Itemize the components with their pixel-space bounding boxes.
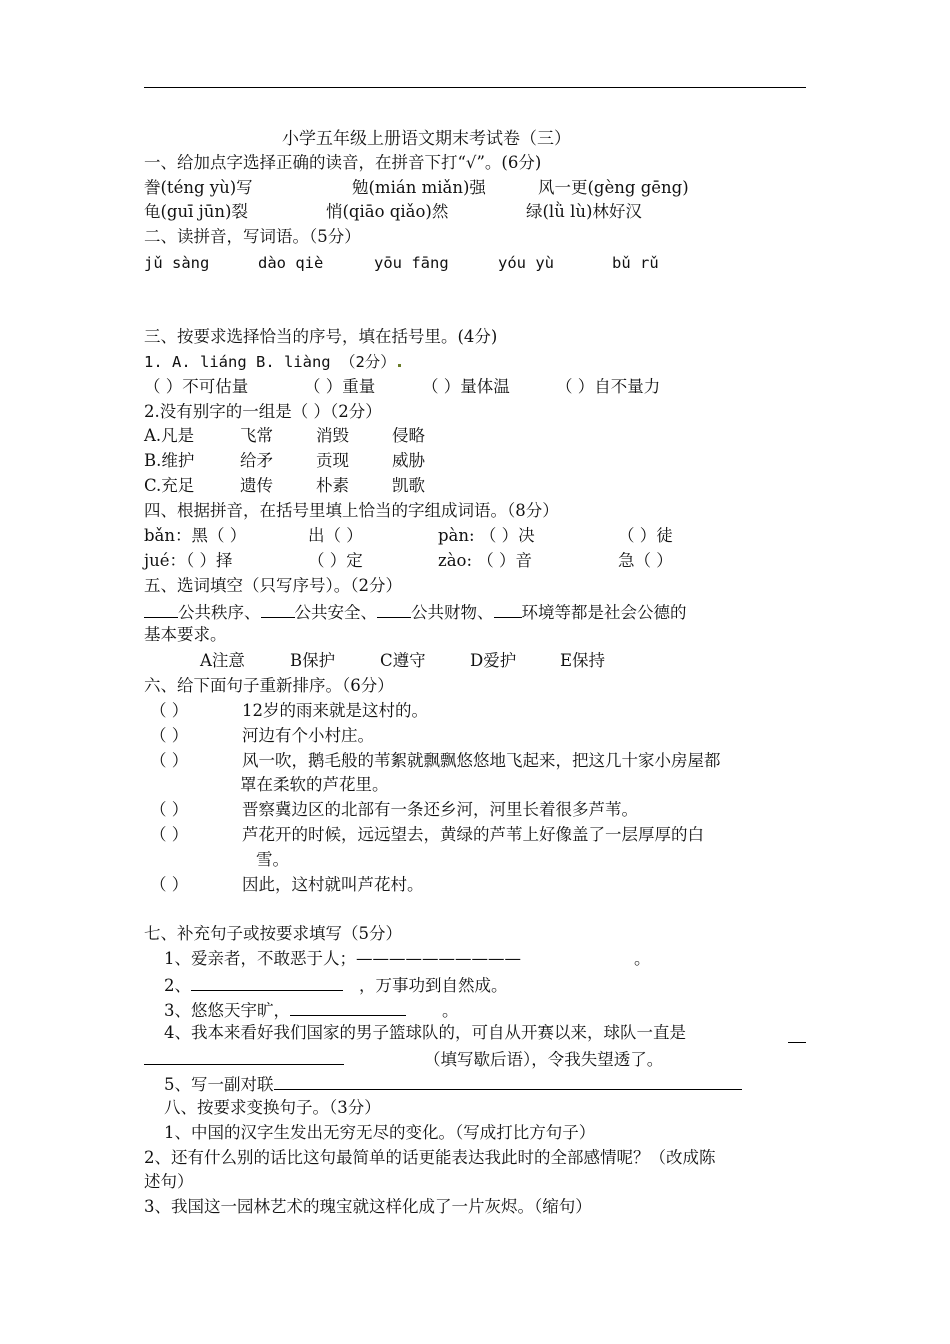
section-5-heading: 五、选词填空（只写序号）。（2分）: [144, 576, 402, 595]
fill-item: （ ）量体温: [422, 377, 510, 396]
option-word: B.维护: [144, 451, 195, 470]
reading-item: 龟(guī jūn)裂: [144, 202, 248, 221]
order-paren[interactable]: （ ）: [150, 726, 189, 745]
section-1-row-2: [144, 200, 642, 224]
option-word: A.凡是: [144, 426, 195, 445]
reading-item: 绿(lǜ lù)林好汉: [526, 202, 642, 221]
blank-line[interactable]: [144, 1046, 344, 1065]
sort-text: 因此，这村就叫芦花村。: [242, 875, 424, 894]
sort-item: [150, 699, 428, 723]
section-5-sentence: [144, 599, 687, 625]
fill-item: bǎn：黑（ ）: [144, 526, 247, 545]
fill-item: zào: （ ）音: [438, 551, 533, 570]
option-word: 威胁: [392, 451, 425, 470]
fill-item: （ ）不可估量: [144, 377, 249, 396]
reading-item: 悄(qiāo qiǎo)然: [326, 202, 449, 221]
sort-item: [150, 823, 704, 847]
option-word: 飞常: [240, 426, 273, 445]
fill-item: pàn: （ ）决: [438, 526, 535, 545]
sort-item: [150, 724, 374, 748]
option-word: 侵略: [392, 426, 425, 445]
fill-item: （ ）徒: [618, 526, 673, 545]
section-8-q3: 3、我国这一园林艺术的瑰宝就这样化成了一片灰烬。（缩句）: [144, 1197, 592, 1216]
order-paren[interactable]: （ ）: [150, 875, 189, 894]
header-rule: [144, 87, 806, 88]
option-word: E保持: [560, 651, 606, 670]
section-7-heading: 七、补充句子或按要求填写（5分）: [144, 924, 402, 943]
option-word: 凯歌: [392, 476, 425, 495]
blank-line[interactable]: [788, 1024, 806, 1043]
sort-item: [150, 749, 721, 773]
option-word: 遗传: [240, 476, 273, 495]
option-word: 贡现: [316, 451, 349, 470]
page-title: 小学五年级上册语文期末考试卷（三）: [282, 129, 571, 149]
sort-text: 风一吹，鹅毛般的苇絮就飘飘悠悠地飞起来，把这几十家小房屋都: [242, 751, 721, 770]
fill-item: 急（ ）: [618, 551, 673, 570]
option-row-b: [144, 449, 425, 473]
pinyin-word: jǔ sàng: [144, 254, 210, 272]
q-text: 1、爱亲者，不敢恶于人；: [164, 949, 356, 968]
blank-line[interactable]: [261, 599, 295, 618]
pinyin-word: yóu yù: [498, 254, 554, 272]
section-3-heading: 三、按要求选择恰当的序号，填在括号里。(4分): [144, 327, 498, 346]
section-1-row-1: [144, 176, 689, 200]
section-7-q1: [164, 947, 651, 971]
q-text: （填写歇后语），令我失望透了。: [424, 1050, 664, 1069]
section-8-q1: 1、中国的汉字生发出无穷无尽的变化。（写成打比方句子）: [164, 1123, 596, 1142]
section-4-row-2: [144, 549, 673, 573]
pinyin-word: yōu fāng: [374, 254, 449, 272]
sort-text: 河边有个小村庄。: [242, 726, 374, 745]
sentence-part: 公共安全、: [294, 603, 377, 622]
fill-item: 出（ ）: [308, 526, 363, 545]
blank-line[interactable]: [494, 599, 522, 618]
q-text: 5、写一副对联: [164, 1075, 274, 1094]
section-3-q1: [144, 350, 401, 374]
order-paren[interactable]: （ ）: [150, 701, 189, 720]
section-7-q4: 4、我本来看好我们国家的男子篮球队的，可自从开赛以来，球队一直是: [164, 1023, 686, 1042]
section-2-heading: 二、读拼音，写词语。（5分）: [144, 227, 361, 246]
reading-item: 勉(mián miǎn)强: [352, 178, 486, 197]
order-paren[interactable]: （ ）: [150, 800, 189, 819]
sort-text: 芦花开的时候，远远望去，黄绿的芦苇上好像盖了一层厚厚的白: [242, 825, 704, 844]
option-word: 朴素: [316, 476, 349, 495]
section-4-heading: 四、根据拼音，在括号里填上恰当的字组成词语。（8分）: [144, 501, 559, 520]
section-7-q5: [164, 1071, 742, 1097]
fill-item: （ ）重量: [304, 377, 376, 396]
option-word: B保护: [290, 651, 336, 670]
answer-dash[interactable]: ——————————: [356, 949, 521, 968]
sort-text-cont: 雪。: [256, 850, 289, 869]
section-3-q2: 2.没有别字的一组是（ ）（2分）: [144, 402, 382, 421]
order-paren[interactable]: （ ）: [150, 825, 189, 844]
section-7-q3: [164, 997, 459, 1023]
blank-line[interactable]: [274, 1071, 742, 1090]
mark-dot: [398, 364, 401, 367]
reading-item: 誊(téng yù)写: [144, 178, 253, 197]
sort-text: 晋察冀边区的北部有一条还乡河，河里长着很多芦苇。: [242, 800, 638, 819]
section-1-heading: 一、给加点字选择正确的读音，在拼音下打“√”。(6分): [144, 153, 542, 172]
blank-line[interactable]: [290, 997, 406, 1016]
option-word: D爱护: [470, 651, 517, 670]
fill-item: （ ）自不量力: [556, 377, 661, 396]
blank-line[interactable]: [144, 599, 178, 618]
pinyin-word: dào qiè: [258, 254, 324, 272]
section-6-heading: 六、给下面句子重新排序。（6分）: [144, 676, 394, 695]
sentence-part: 公共秩序、: [178, 603, 261, 622]
section-5-options: [200, 649, 605, 673]
option-row-c: [144, 474, 425, 498]
section-3-q1-items: [144, 375, 660, 399]
sort-item: [150, 798, 638, 822]
reading-item: 风一更(gèng gēng): [538, 178, 689, 197]
pinyin-row: [144, 251, 659, 275]
sort-text-cont: 罩在柔软的芦花里。: [240, 775, 389, 794]
blank-line[interactable]: [377, 599, 411, 618]
q-text: ，万事功到自然成。: [359, 976, 508, 995]
q-end: 。: [634, 949, 651, 968]
fill-item: jué：（ ）择: [144, 551, 233, 570]
q1-text: 1. A. liáng B. liàng （2分）: [144, 353, 396, 371]
blank-line[interactable]: [191, 972, 343, 991]
order-paren[interactable]: （ ）: [150, 751, 189, 770]
section-7-q4-cont: [144, 1046, 663, 1072]
section-4-row-1: [144, 524, 673, 548]
pinyin-word: bǔ rǔ: [612, 254, 659, 272]
option-word: 给矛: [240, 451, 273, 470]
option-word: 消毁: [316, 426, 349, 445]
q-text: 3、悠悠天宇旷，: [164, 1001, 290, 1020]
section-8-heading: 八、按要求变换句子。（3分）: [164, 1098, 381, 1117]
sentence-part: 公共财物、: [411, 603, 494, 622]
sort-item: [150, 873, 424, 897]
section-8-q2: 2、还有什么别的话比这句最简单的话更能表达我此时的全部感情呢？（改成陈: [144, 1148, 716, 1167]
section-7-q2: [164, 972, 508, 998]
section-8-q2-cont: 述句）: [144, 1172, 194, 1191]
q-end: 。: [442, 1001, 459, 1020]
q-text: 2、: [164, 976, 191, 995]
section-5-sentence-end: 基本要求。: [144, 625, 227, 644]
option-word: C.充足: [144, 476, 195, 495]
option-row-a: [144, 424, 425, 448]
option-word: C遵守: [380, 651, 426, 670]
fill-item: （ ）定: [308, 551, 363, 570]
option-word: A注意: [200, 651, 245, 670]
sentence-part: 环境等都是社会公德的: [521, 603, 687, 622]
sort-text: 12岁的雨来就是这村的。: [242, 701, 428, 720]
